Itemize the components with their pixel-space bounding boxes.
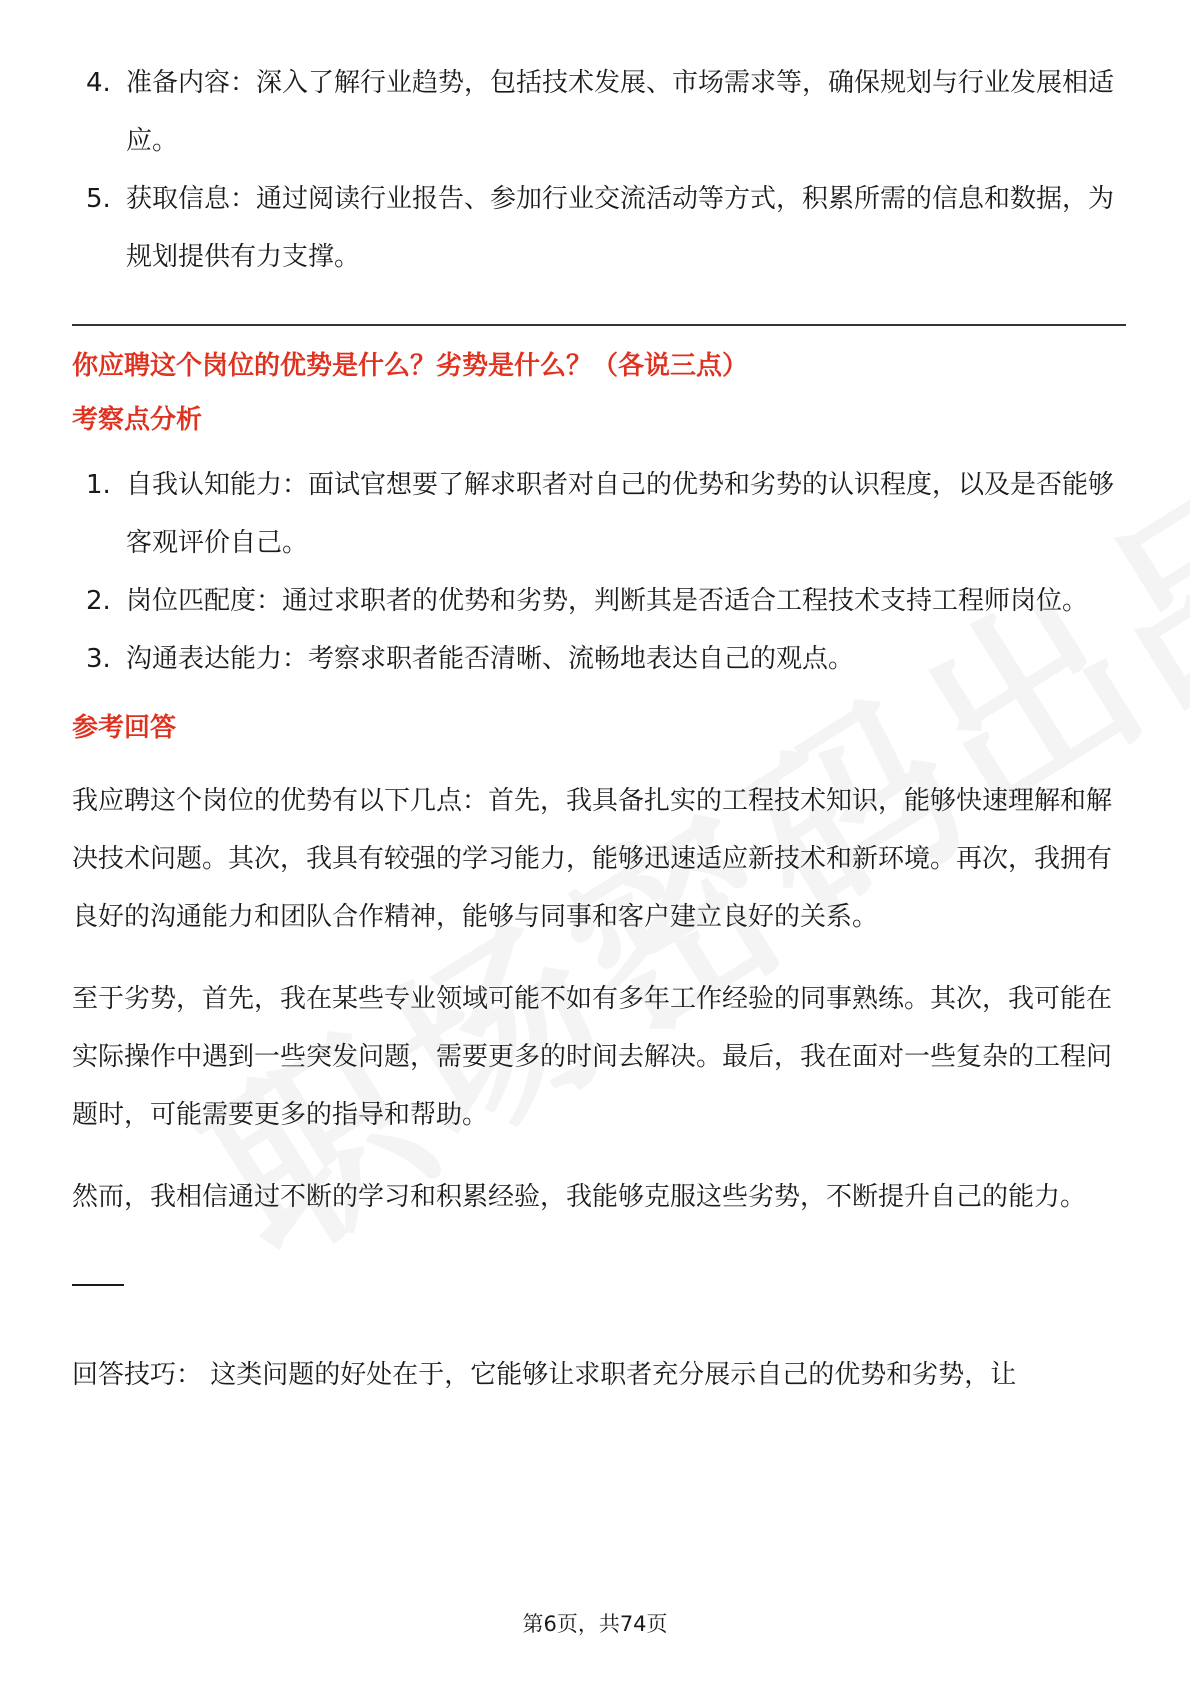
previous-list (72, 54, 1126, 286)
list-item (72, 54, 1126, 170)
list-item-number: 2. (86, 586, 111, 616)
list-item-number: 3. (86, 644, 111, 674)
short-divider (72, 1284, 124, 1286)
answer-paragraph: 我应聘这个岗位的优势有以下几点：首先，我具备扎实的工程技术知识，能够快速理解和解决技术问题。其次，我具有较强的学习能力，能够迅速适应新技术和新环境。再次，我拥有良好的沟通能力和团队合作精神，能够与同事和客户建立良好的关系。 (72, 786, 1113, 932)
list-item-text: 岗位匹配度：通过求职者的优势和劣势，判断其是否适合工程技术支持工程师岗位。 (126, 586, 1089, 616)
analysis-heading: 考察点分析 (72, 405, 203, 435)
list-item-number: 1. (86, 470, 111, 500)
list-item-number: 5. (86, 184, 111, 214)
answer-heading: 参考回答 (72, 713, 177, 743)
list-item (72, 456, 1126, 572)
answer-paragraph: 至于劣势，首先，我在某些专业领域可能不如有多年工作经验的同事熟练。其次，我可能在实际操作中遇到一些突发问题，需要更多的时间去解决。最后，我在面对一些复杂的工程问题时，可能需要更多的指导和帮助。 (72, 984, 1113, 1130)
list-item (72, 630, 1126, 688)
list-item-number: 4. (86, 68, 111, 98)
analysis-list (72, 456, 1126, 688)
list-item-text: 获取信息：通过阅读行业报告、参加行业交流活动等方式，积累所需的信息和数据，为规划提供有力支撑。 (126, 184, 1115, 272)
section-divider (72, 324, 1126, 326)
document-page (72, 54, 1126, 1404)
question-heading: 你应聘这个岗位的优势是什么？劣势是什么？（各说三点） (72, 351, 749, 381)
list-item (72, 170, 1126, 286)
list-item-text: 沟通表达能力：考察求职者能否清晰、流畅地表达自己的观点。 (126, 644, 855, 674)
answer-tip: 回答技巧： 这类问题的好处在于，它能够让求职者充分展示自己的优势和劣势，让 (72, 1360, 1017, 1390)
list-item-text: 自我认知能力：面试官想要了解求职者对自己的优势和劣势的认识程度，以及是否能够客观评价自己。 (126, 470, 1115, 558)
list-item-text: 准备内容：深入了解行业趋势，包括技术发展、市场需求等，确保规划与行业发展相适应。 (126, 68, 1115, 156)
answer-paragraph: 然而，我相信通过不断的学习和积累经验，我能够克服这些劣势，不断提升自己的能力。 (72, 1182, 1087, 1212)
list-item (72, 572, 1126, 630)
page-number: 第6页，共74页 (522, 1612, 668, 1636)
